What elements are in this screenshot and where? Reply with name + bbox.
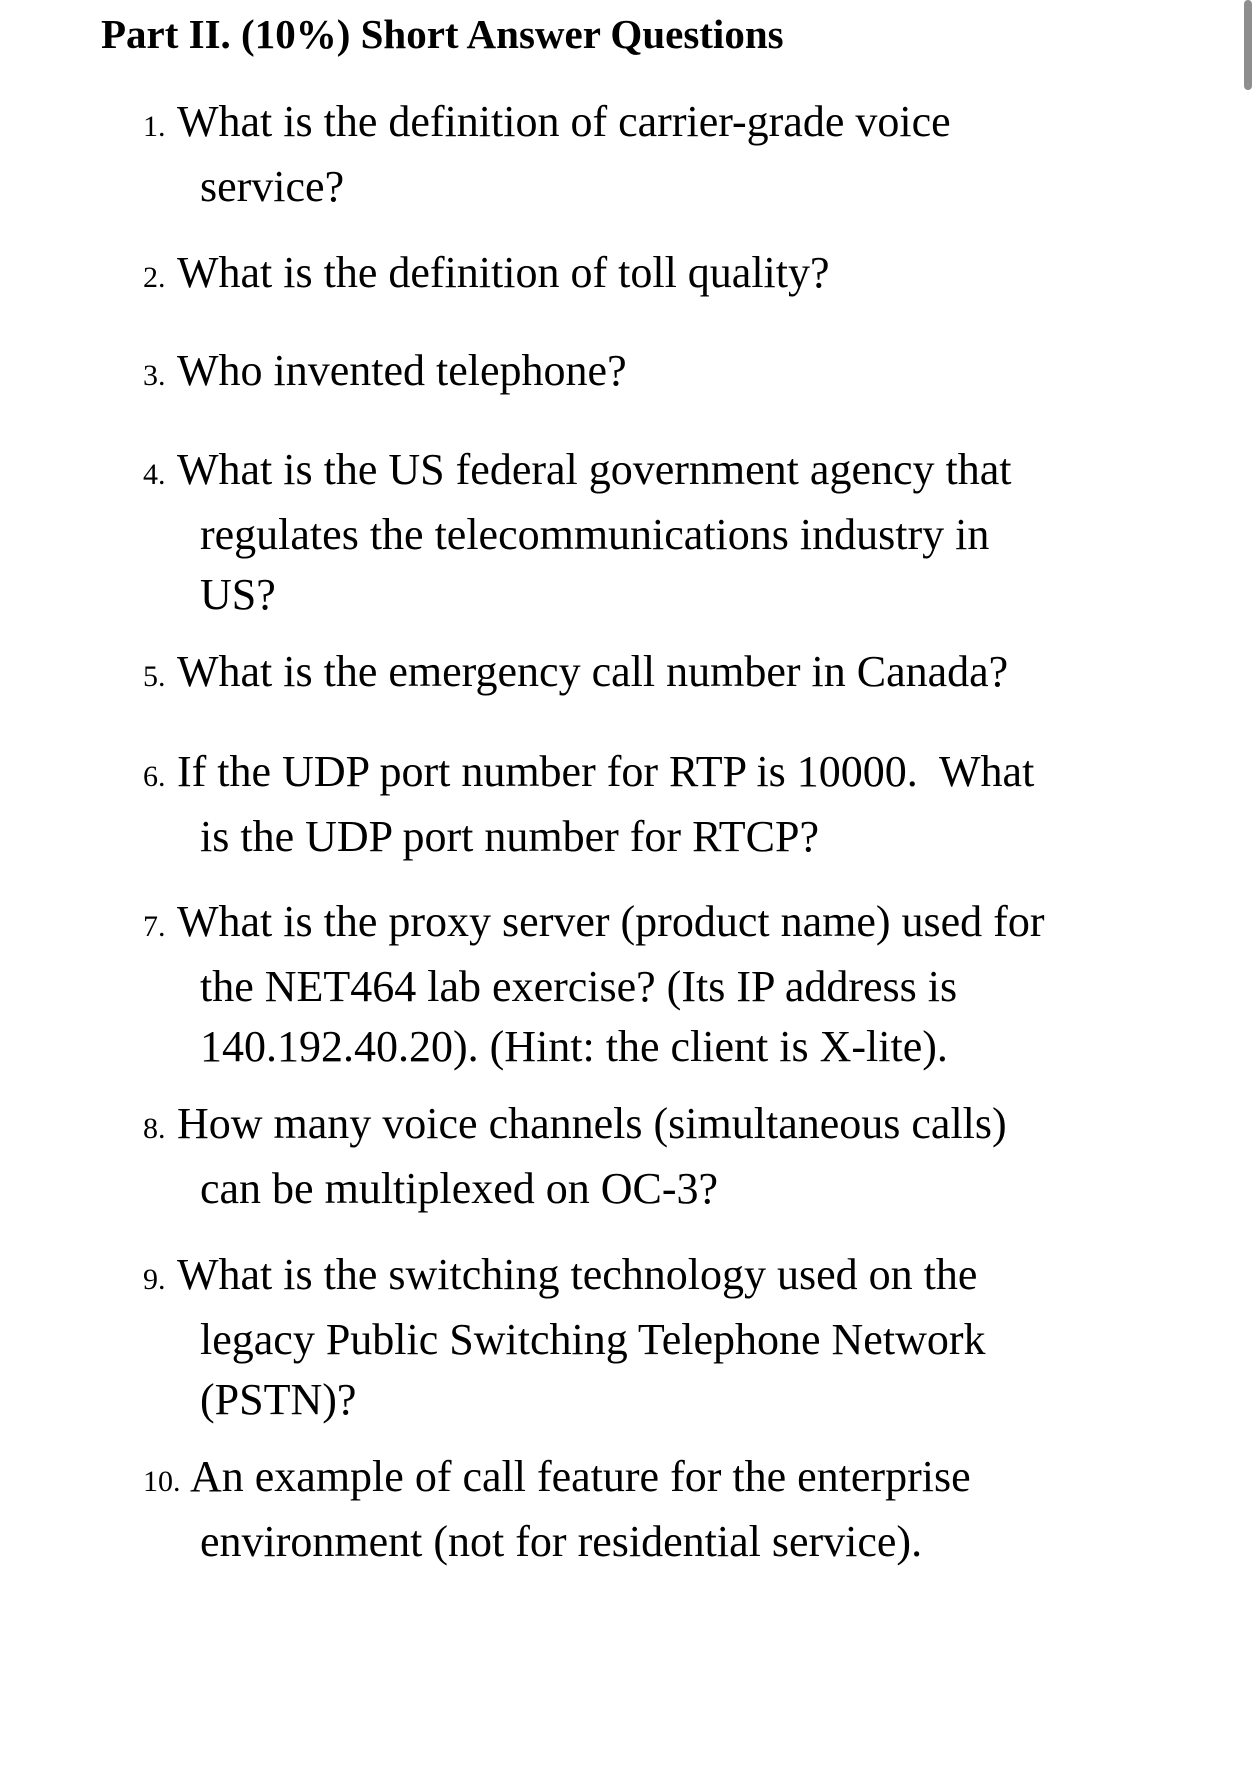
question-7: 7. What is the proxy server (product name) used for the NET464 lab exercise? (Its IP address is 140.192.40.20). (Hint: the client is X-lite). — [145, 892, 1175, 1077]
question-text-line: What is the emergency call number in Canada? — [177, 647, 1009, 696]
question-text-line: US? — [200, 570, 276, 619]
question-text-line: is the UDP port number for RTCP? — [200, 812, 820, 861]
question-8: 8. How many voice channels (simultaneous calls) can be multiplexed on OC-3? — [145, 1094, 1175, 1219]
question-text-line: An example of call feature for the enterprise — [190, 1452, 971, 1501]
question-text-line: can be multiplexed on OC-3? — [200, 1164, 719, 1213]
question-text-line: (PSTN)? — [200, 1375, 357, 1424]
question-1: 1. What is the definition of carrier-grade voice service? — [145, 92, 1175, 217]
question-text-line: What is the switching technology used on the — [177, 1250, 978, 1299]
question-text-line: 140.192.40.20). (Hint: the client is X-lite). — [200, 1022, 948, 1071]
question-text-line: Who invented telephone? — [177, 346, 627, 395]
question-text-line: If the UDP port number for RTP is 10000. What — [177, 747, 1035, 796]
question-text-line: What is the proxy server (product name) used for — [177, 897, 1045, 946]
section-title: Part II. (10%) Short Answer Questions — [101, 11, 784, 57]
question-4: 4. What is the US federal government agency that regulates the telecommunications industry in US? — [145, 440, 1175, 625]
question-10: 10. An example of call feature for the enterprise environment (not for residential service). — [145, 1447, 1175, 1572]
question-6: 6. If the UDP port number for RTP is 10000. What is the UDP port number for RTCP? — [145, 742, 1175, 867]
question-text-line: What is the US federal government agency that — [177, 445, 1012, 494]
question-text-line: environment (not for residential service). — [200, 1517, 923, 1566]
question-text-line: the NET464 lab exercise? (Its IP address is — [200, 962, 958, 1011]
question-text-line: What is the definition of toll quality? — [177, 248, 830, 297]
question-text-line: How many voice channels (simultaneous calls) — [177, 1099, 1007, 1148]
question-9: 9. What is the switching technology used on the legacy Public Switching Telephone Network (PSTN)? — [145, 1245, 1175, 1430]
question-text-line: service? — [200, 162, 345, 211]
question-text-line: regulates the telecommunications industry in — [200, 510, 990, 559]
question-text-line: What is the definition of carrier-grade voice — [177, 97, 951, 146]
question-text-line: legacy Public Switching Telephone Network — [200, 1315, 986, 1364]
vertical-scrollbar[interactable] — [1244, 0, 1252, 90]
question-3: 3. Who invented telephone? — [145, 341, 1175, 406]
question-2: 2. What is the definition of toll quality? — [145, 243, 1175, 308]
question-5: 5. What is the emergency call number in Canada? — [145, 642, 1175, 707]
